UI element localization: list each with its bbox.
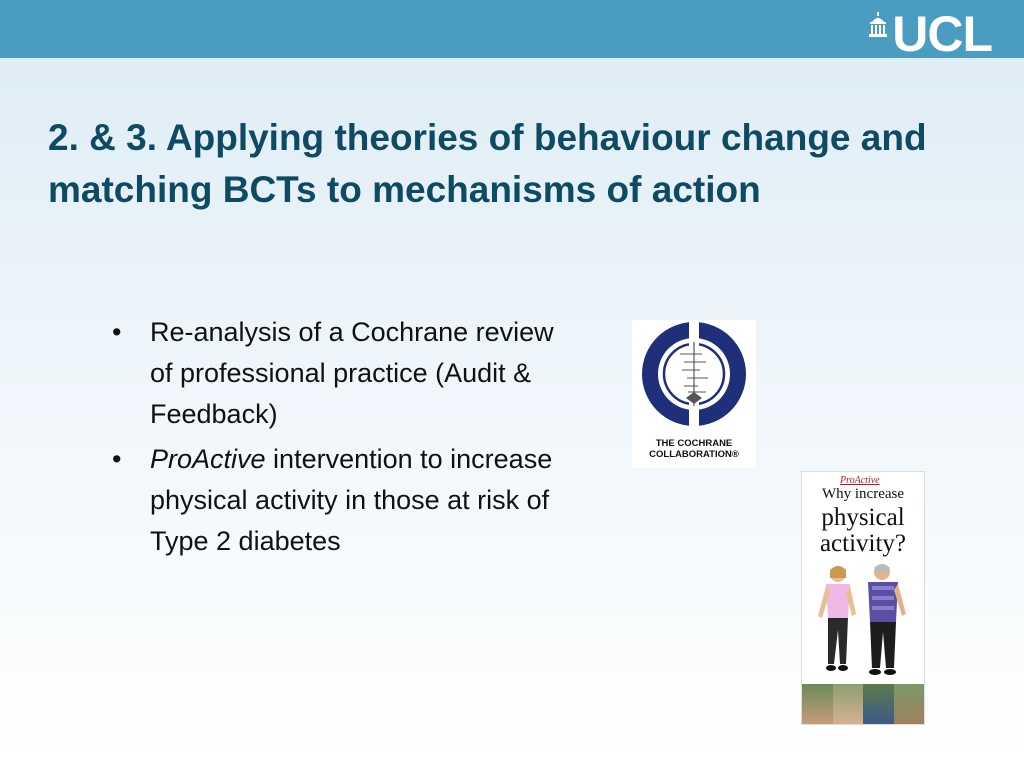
bullet-text: intervention to increase physical activity in those at risk of Type 2 diabetes xyxy=(150,444,553,556)
slide-title: 2. & 3. Applying theories of behaviour change and matching BCTs to mechanisms of action xyxy=(48,117,927,210)
cochrane-caption-line1: THE COCHRANE xyxy=(655,438,733,449)
leaflet-heading-line2: physical xyxy=(821,504,905,531)
portico-icon xyxy=(868,12,888,38)
bullet-item-cochrane xyxy=(110,312,570,435)
bullet-dot: • xyxy=(112,444,122,474)
ucl-logo-text: UCL xyxy=(892,6,992,62)
leaflet-photo-strip xyxy=(802,684,924,724)
walking-couple-photo xyxy=(802,560,924,684)
cochrane-caption-line2: COLLABORATION® xyxy=(649,449,739,460)
bullet-dot: • xyxy=(112,317,122,347)
header-bar xyxy=(0,0,1024,62)
ucl-logo xyxy=(868,6,992,62)
proactive-leaflet-image xyxy=(802,472,924,724)
bullet-italic-text: ProActive xyxy=(150,444,266,474)
leaflet-heading-line1: Why increase xyxy=(821,486,905,502)
leaflet-brand: ProActive xyxy=(840,475,880,486)
bullet-text: Re-analysis of a Cochrane review of professional practice (Audit & Feedback) xyxy=(150,317,554,429)
cochrane-caption xyxy=(632,438,756,460)
cochrane-emblem-icon xyxy=(632,320,756,438)
leaflet-heading-line3: activity? xyxy=(819,530,907,557)
bullet-list xyxy=(110,312,570,566)
bullet-item-proactive xyxy=(110,439,570,562)
cochrane-logo xyxy=(632,320,756,468)
